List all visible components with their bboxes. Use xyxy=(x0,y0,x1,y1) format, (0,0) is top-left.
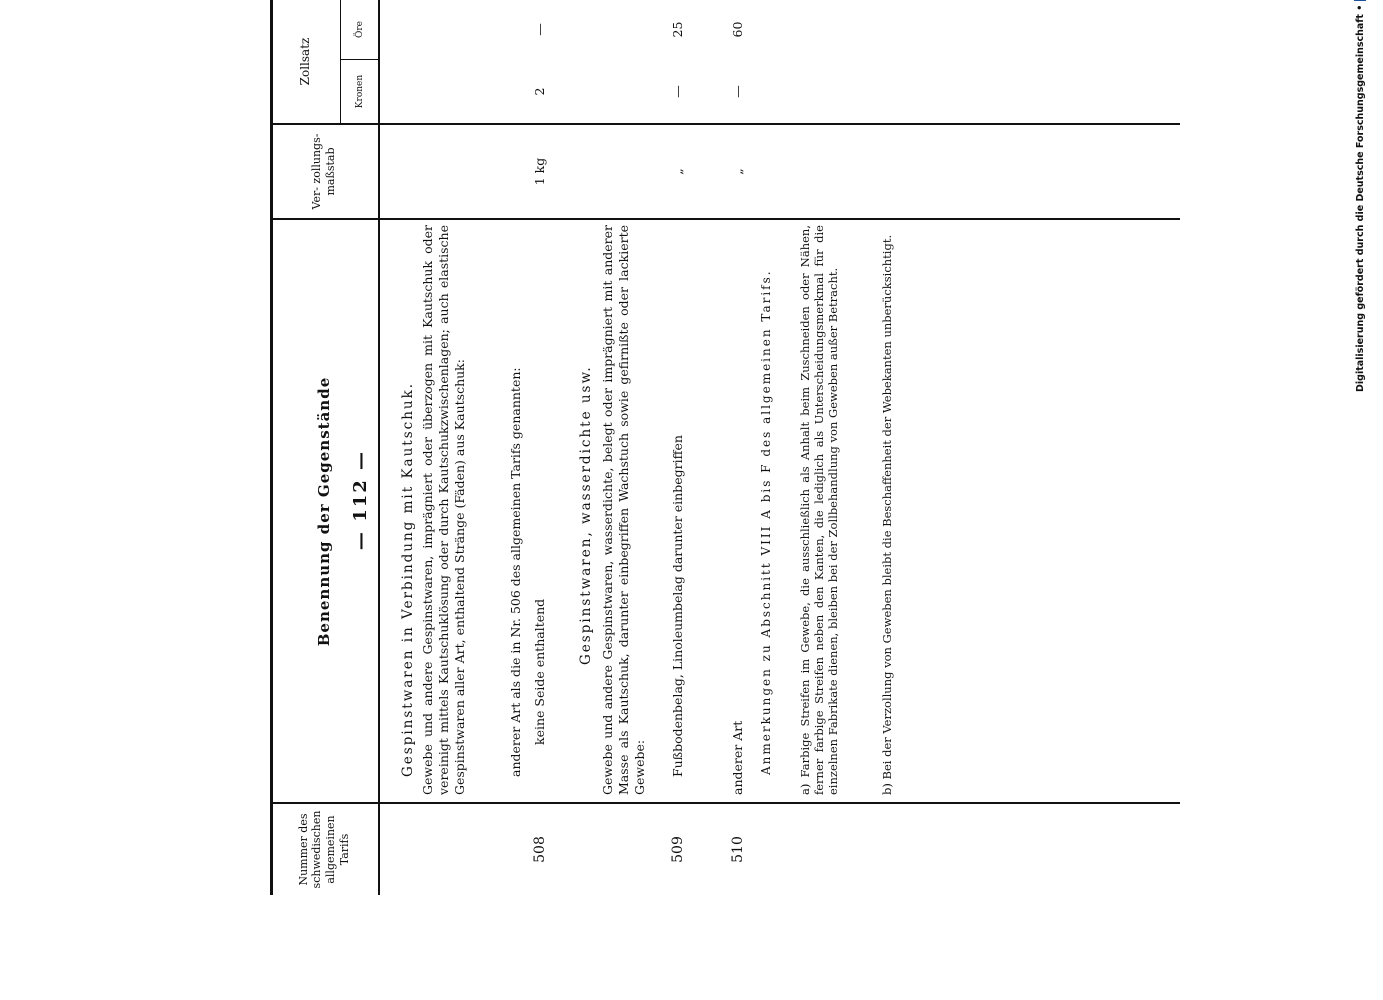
header-name: Benennung der Gegenstände xyxy=(314,376,333,647)
row-509-kronen: — xyxy=(670,85,685,98)
notes-title: Anmerkungen zu Abschnitt VIII A bis F des allgemeinen Tarifs. xyxy=(759,269,773,775)
row-508-measure: 1 kg xyxy=(532,157,547,186)
page-number: — 112 — xyxy=(350,449,371,551)
row-509-number: 509 xyxy=(670,836,686,863)
credit-text: Digitalisierung gefördert durch die Deutsche Forschungsgemeinschaft • xyxy=(1354,4,1366,392)
note-b: b) Bei der Verzollung von Geweben bleibt die Beschaffenheit der Webekanten unberücksichtigt. xyxy=(880,234,894,795)
header-duty: Zollsatz xyxy=(297,37,312,86)
row-509-heading: Gespinstwaren, wasserdichte usw. xyxy=(578,365,594,665)
row-508-oere: — xyxy=(532,23,547,36)
row-510-oere: 60 xyxy=(730,21,745,38)
dfg-credit xyxy=(1349,4,1371,392)
col-divider-1 xyxy=(270,803,1180,805)
header-number: Nummer des schwedischen allgemeinen Tarifs xyxy=(296,810,351,889)
header-oere: Öre xyxy=(355,21,365,39)
col-divider-2 xyxy=(270,218,1180,220)
col-divider-3 xyxy=(270,123,1180,125)
header-measure: Ver- zollungs- maßstab xyxy=(310,133,337,210)
tariff-table xyxy=(270,0,1180,895)
header-bottom-rule xyxy=(378,0,380,895)
row-508-number: 508 xyxy=(532,836,548,863)
dfg-logo xyxy=(1354,0,1366,1)
row-509-sub1: Fußbodenbelag, Linoleumbelag darunter einbegriffen xyxy=(670,435,685,777)
rotated-page xyxy=(230,0,1180,1000)
row-509-oere: 25 xyxy=(670,21,685,38)
row-510-kronen: — xyxy=(730,85,745,98)
row-508-text: Gewebe und andere Gespinstwaren, imprägniert oder überzogen mit Kautschuk oder vereinigt mittels Kautschuklösung oder durch Kautschukzwischenlagen; auch elastische Gespinstwaren aller Art, enthaltend Stränge (Fäden) aus Kautschuk: xyxy=(420,225,467,795)
row-508-sub2: keine Seide enthaltend xyxy=(532,598,547,745)
note-a: a) Farbige Streifen im Gewebe, die ausschließlich als Anhalt beim Zuschneiden oder Nähen, ferner farbige Streifen neben den Kanten, die lediglich als Unterscheidungsmerkmal für die einzelnen Fabrikate dienen, bleiben bei der Zollbehandlung von Geweben außer Betracht. xyxy=(798,225,840,795)
row-508-heading: Gespinstwaren in Verbindung mit Kautschuk. xyxy=(400,381,416,777)
row-509-measure: „ xyxy=(670,168,685,175)
row-510-sub1: anderer Art xyxy=(730,720,745,795)
row-508-sub1: anderer Art als die in Nr. 506 des allgemeinen Tarifs genannten: xyxy=(508,367,523,777)
header-kronen: Kronen xyxy=(355,74,365,109)
row-508-kronen: 2 xyxy=(532,87,547,96)
row-509-text: Gewebe und andere Gespinstwaren, wasserdichte, belegt oder imprägniert mit anderer Masse als Kautschuk, darunter einbegriffen Wachstuch sowie gefirnißte oder lackierte Gewebe: xyxy=(600,225,647,795)
row-510-number: 510 xyxy=(730,836,746,863)
row-510-measure: „ xyxy=(730,168,745,175)
